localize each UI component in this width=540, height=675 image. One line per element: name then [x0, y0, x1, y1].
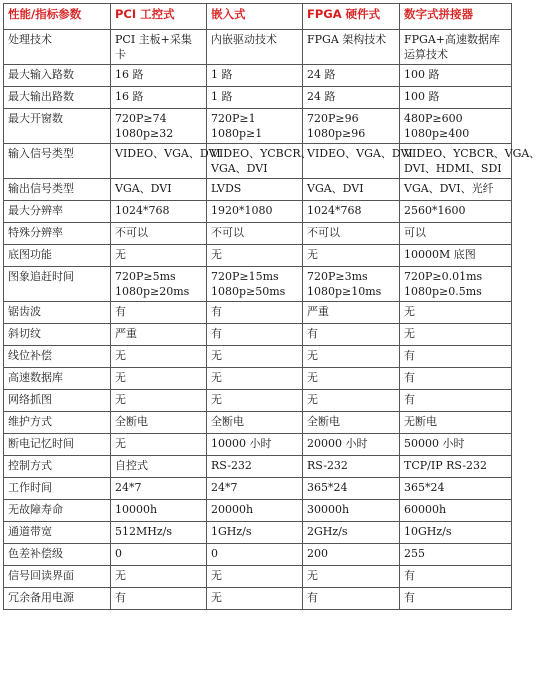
cell-pci [111, 588, 207, 610]
table-row [4, 566, 512, 588]
table-row [4, 245, 512, 267]
cell-text: VGA、DVI [115, 182, 172, 195]
cell-embedded [207, 390, 303, 412]
cell-fpga [303, 109, 400, 144]
row-parameter-name: 特殊分辨率 [4, 223, 111, 245]
cell-text: 60000h [404, 503, 447, 516]
cell-fpga [303, 588, 400, 610]
row-parameter-name: 最大输出路数 [4, 87, 111, 109]
cell-digital [400, 434, 512, 456]
table-row [4, 87, 512, 109]
table-row [4, 109, 512, 144]
cell-text: 200 [307, 547, 328, 560]
cell-text: 无 [115, 437, 126, 450]
table-row [4, 500, 512, 522]
cell-text: 无 [211, 591, 222, 604]
cell-text: LVDS [211, 182, 242, 195]
row-parameter-name: 冗余备用电源 [4, 588, 111, 610]
cell-digital [400, 478, 512, 500]
cell-text: 有 [404, 393, 415, 406]
row-parameter-name: 断电记忆时间 [4, 434, 111, 456]
cell-embedded [207, 522, 303, 544]
cell-text: 无 [211, 569, 222, 582]
cell-fpga [303, 412, 400, 434]
cell-text: VGA、DVI、光纤 [404, 182, 494, 195]
cell-text: FPGA+高速数据库运算技术 [404, 33, 500, 61]
cell-text: 有 [404, 349, 415, 362]
cell-text: 1080p≥96 [307, 127, 366, 140]
row-parameter-name: 高速数据库 [4, 368, 111, 390]
row-parameter-name: 线位补偿 [4, 346, 111, 368]
table-row [4, 144, 512, 179]
cell-text: 无 [307, 569, 318, 582]
row-parameter-name: 维护方式 [4, 412, 111, 434]
cell-text: 10000 小时 [211, 437, 272, 450]
cell-text: 全断电 [307, 415, 340, 428]
cell-text: VIDEO、VGA、DVI [307, 147, 413, 160]
row-parameter-name: 斜切纹 [4, 324, 111, 346]
cell-pci [111, 368, 207, 390]
cell-digital [400, 144, 540, 179]
cell-fpga [303, 201, 400, 223]
cell-fpga [303, 144, 413, 179]
cell-text: 1GHz/s [211, 525, 252, 538]
cell-embedded [207, 500, 303, 522]
cell-text: FPGA 架构技术 [307, 33, 387, 46]
table-row [4, 368, 512, 390]
cell-text: 自控式 [115, 459, 148, 472]
cell-pci [111, 434, 207, 456]
cell-embedded [207, 223, 303, 245]
table-row [4, 522, 512, 544]
cell-embedded [207, 245, 303, 267]
cell-text: 可以 [404, 226, 426, 239]
cell-text: 1080p≥10ms [307, 285, 382, 298]
row-parameter-name: 工作时间 [4, 478, 111, 500]
cell-pci [111, 412, 207, 434]
row-parameter-name: 通道带宽 [4, 522, 111, 544]
cell-text: 无 [211, 248, 222, 261]
cell-text: 有 [404, 569, 415, 582]
row-parameter-name: 处理技术 [4, 30, 111, 65]
cell-text: 100 路 [404, 90, 440, 103]
header-pci-industrial: PCI 工控式 [111, 4, 207, 30]
cell-text: 1024*768 [115, 204, 170, 217]
cell-pci [111, 478, 207, 500]
table-row [4, 544, 512, 566]
cell-pci [111, 30, 207, 65]
table-row [4, 478, 512, 500]
cell-text: 无 [307, 371, 318, 384]
row-parameter-name: 输入信号类型 [4, 144, 111, 179]
table-row [4, 456, 512, 478]
cell-fpga [303, 65, 400, 87]
cell-text: 24*7 [211, 481, 238, 494]
cell-text: 有 [115, 305, 126, 318]
row-parameter-name: 输出信号类型 [4, 179, 111, 201]
cell-text: 有 [115, 591, 126, 604]
cell-text: 24*7 [115, 481, 142, 494]
cell-embedded [207, 456, 303, 478]
cell-text: 全断电 [211, 415, 244, 428]
cell-pci [111, 87, 207, 109]
row-parameter-name: 无故障寿命 [4, 500, 111, 522]
cell-text: 10000h [115, 503, 158, 516]
cell-pci [111, 223, 207, 245]
cell-digital [400, 302, 512, 324]
row-parameter-name: 色差补偿级 [4, 544, 111, 566]
cell-fpga [303, 267, 400, 302]
cell-text: 365*24 [404, 481, 445, 494]
row-parameter-name: 网络抓图 [4, 390, 111, 412]
cell-digital [400, 223, 512, 245]
table-row [4, 30, 512, 65]
cell-text: 有 [404, 371, 415, 384]
cell-text: 无 [115, 371, 126, 384]
cell-text: 480P≥600 [404, 112, 463, 125]
cell-text: 30000h [307, 503, 350, 516]
cell-text: 100 路 [404, 68, 440, 81]
cell-pci [111, 201, 207, 223]
cell-embedded [207, 30, 303, 65]
cell-text: 16 路 [115, 90, 144, 103]
cell-text: 2560*1600 [404, 204, 466, 217]
cell-pci [111, 267, 207, 302]
cell-text: 720P≥74 [115, 112, 167, 125]
row-parameter-name: 底图功能 [4, 245, 111, 267]
cell-embedded [207, 109, 303, 144]
cell-text: 不可以 [115, 226, 148, 239]
cell-digital [400, 65, 512, 87]
cell-digital [400, 500, 512, 522]
cell-pci [111, 500, 207, 522]
cell-text: 无断电 [404, 415, 437, 428]
cell-text: 365*24 [307, 481, 348, 494]
cell-pci [111, 390, 207, 412]
table-row [4, 434, 512, 456]
cell-digital [400, 267, 512, 302]
table-row [4, 201, 512, 223]
cell-pci [111, 179, 207, 201]
cell-pci [111, 324, 207, 346]
cell-text: 720P≥3ms [307, 270, 368, 283]
cell-text: 无 [404, 327, 415, 340]
cell-digital [400, 87, 512, 109]
cell-text: 无 [115, 349, 126, 362]
cell-fpga [303, 368, 400, 390]
cell-embedded [207, 368, 303, 390]
cell-text: 严重 [307, 305, 329, 318]
cell-text: 不可以 [307, 226, 340, 239]
cell-fpga [303, 223, 400, 245]
cell-text: 无 [307, 349, 318, 362]
cell-digital [400, 544, 512, 566]
cell-text: 有 [404, 591, 415, 604]
cell-fpga [303, 324, 400, 346]
cell-pci [111, 302, 207, 324]
comparison-document [3, 3, 540, 610]
cell-embedded [207, 478, 303, 500]
cell-pci [111, 566, 207, 588]
cell-fpga [303, 30, 400, 65]
comparison-table [3, 3, 540, 610]
cell-text: 无 [115, 393, 126, 406]
cell-pci [111, 245, 207, 267]
table-body [4, 30, 540, 610]
cell-text: 有 [211, 327, 222, 340]
cell-text: 无 [307, 393, 318, 406]
cell-fpga [303, 302, 400, 324]
cell-text: 50000 小时 [404, 437, 465, 450]
cell-text: 0 [211, 547, 218, 560]
cell-text: DVI、HDMI、SDI [404, 162, 502, 175]
cell-pci [111, 65, 207, 87]
cell-text: 20000 小时 [307, 437, 368, 450]
row-parameter-name: 最大分辨率 [4, 201, 111, 223]
cell-fpga [303, 245, 400, 267]
cell-text: 无 [307, 248, 318, 261]
cell-text: VIDEO、VGA、DVI [115, 147, 221, 160]
row-parameter-name: 最大输入路数 [4, 65, 111, 87]
cell-embedded [207, 201, 303, 223]
cell-text: 24 路 [307, 90, 336, 103]
cell-text: 10000M 底图 [404, 248, 476, 261]
row-parameter-name: 信号回读界面 [4, 566, 111, 588]
cell-text: 无 [211, 393, 222, 406]
cell-fpga [303, 544, 400, 566]
cell-embedded [207, 434, 303, 456]
header-digital-splicer: 数字式拼接器 [400, 4, 512, 30]
cell-text: 2GHz/s [307, 525, 348, 538]
cell-text: 1080p≥50ms [211, 285, 286, 298]
row-parameter-name: 最大开窗数 [4, 109, 111, 144]
cell-fpga [303, 390, 400, 412]
cell-text: 内嵌驱动技术 [211, 33, 277, 46]
row-parameter-name: 锯齿波 [4, 302, 111, 324]
cell-digital [400, 179, 512, 201]
cell-digital [400, 346, 512, 368]
cell-text: 1920*1080 [211, 204, 273, 217]
cell-text: RS-232 [307, 459, 348, 472]
cell-digital [400, 588, 512, 610]
cell-embedded [207, 566, 303, 588]
cell-text: 不可以 [211, 226, 244, 239]
cell-text: 1 路 [211, 90, 233, 103]
cell-text: 有 [307, 327, 318, 340]
cell-text: 有 [307, 591, 318, 604]
cell-digital [400, 412, 512, 434]
table-row [4, 324, 512, 346]
cell-text: VIDEO、YCBCR、 [211, 147, 312, 160]
cell-fpga [303, 179, 400, 201]
cell-text: VGA、DVI [307, 182, 364, 195]
cell-text: 1080p≥1 [211, 127, 263, 140]
cell-text: 512MHz/s [115, 525, 172, 538]
table-row [4, 65, 512, 87]
cell-text: 1 路 [211, 68, 233, 81]
cell-text: 1024*768 [307, 204, 362, 217]
row-parameter-name: 控制方式 [4, 456, 111, 478]
header-parameter: 性能/指标参数 [4, 4, 111, 30]
cell-text: 无 [211, 371, 222, 384]
table-row [4, 223, 512, 245]
table-row [4, 267, 512, 302]
table-header-row [4, 4, 512, 30]
cell-fpga [303, 434, 400, 456]
table-row [4, 412, 512, 434]
cell-text: 20000h [211, 503, 254, 516]
cell-text: 全断电 [115, 415, 148, 428]
cell-text: PCI 主板+采集卡 [115, 33, 192, 61]
cell-embedded [207, 87, 303, 109]
cell-fpga [303, 456, 400, 478]
cell-embedded [207, 544, 303, 566]
cell-text: 720P≥0.01ms [404, 270, 483, 283]
cell-digital [400, 109, 512, 144]
cell-fpga [303, 87, 400, 109]
cell-pci [111, 456, 207, 478]
cell-embedded [207, 65, 303, 87]
cell-embedded [207, 144, 312, 179]
cell-pci [111, 109, 207, 144]
cell-text: 1080p≥0.5ms [404, 285, 482, 298]
cell-pci [111, 346, 207, 368]
cell-text: 16 路 [115, 68, 144, 81]
cell-pci [111, 144, 221, 179]
header-fpga-hardware: FPGA 硬件式 [303, 4, 400, 30]
cell-digital [400, 245, 512, 267]
cell-embedded [207, 588, 303, 610]
cell-text: 720P≥1 [211, 112, 256, 125]
cell-text: 无 [404, 305, 415, 318]
table-row [4, 302, 512, 324]
cell-text: 720P≥15ms [211, 270, 279, 283]
cell-text: 24 路 [307, 68, 336, 81]
cell-fpga [303, 566, 400, 588]
cell-digital [400, 30, 512, 65]
cell-embedded [207, 346, 303, 368]
cell-text: 无 [211, 349, 222, 362]
cell-text: RS-232 [211, 459, 252, 472]
cell-pci [111, 522, 207, 544]
header-embedded: 嵌入式 [207, 4, 303, 30]
cell-text: TCP/IP RS-232 [404, 459, 488, 472]
cell-text: VGA、DVI [211, 162, 268, 175]
cell-embedded [207, 179, 303, 201]
cell-text: 255 [404, 547, 425, 560]
cell-text: 严重 [115, 327, 137, 340]
cell-text: 1080p≥400 [404, 127, 470, 140]
cell-pci [111, 544, 207, 566]
cell-digital [400, 456, 512, 478]
cell-text: 720P≥96 [307, 112, 359, 125]
cell-fpga [303, 478, 400, 500]
cell-text: 1080p≥32 [115, 127, 174, 140]
table-row [4, 346, 512, 368]
table-row [4, 179, 512, 201]
cell-digital [400, 201, 512, 223]
cell-embedded [207, 412, 303, 434]
row-parameter-name: 图象追赶时间 [4, 267, 111, 302]
cell-text: 1080p≥20ms [115, 285, 190, 298]
cell-embedded [207, 302, 303, 324]
cell-text: 0 [115, 547, 122, 560]
cell-digital [400, 390, 512, 412]
cell-text: 720P≥5ms [115, 270, 176, 283]
cell-digital [400, 324, 512, 346]
cell-fpga [303, 346, 400, 368]
cell-text: 无 [115, 248, 126, 261]
cell-digital [400, 566, 512, 588]
cell-fpga [303, 500, 400, 522]
cell-embedded [207, 324, 303, 346]
table-row [4, 588, 512, 610]
cell-text: 10GHz/s [404, 525, 452, 538]
cell-fpga [303, 522, 400, 544]
cell-text: VIDEO、YCBCR、VGA、 [404, 147, 540, 160]
cell-text: 有 [211, 305, 222, 318]
cell-digital [400, 368, 512, 390]
cell-text: 无 [115, 569, 126, 582]
cell-digital [400, 522, 512, 544]
cell-embedded [207, 267, 303, 302]
table-row [4, 390, 512, 412]
